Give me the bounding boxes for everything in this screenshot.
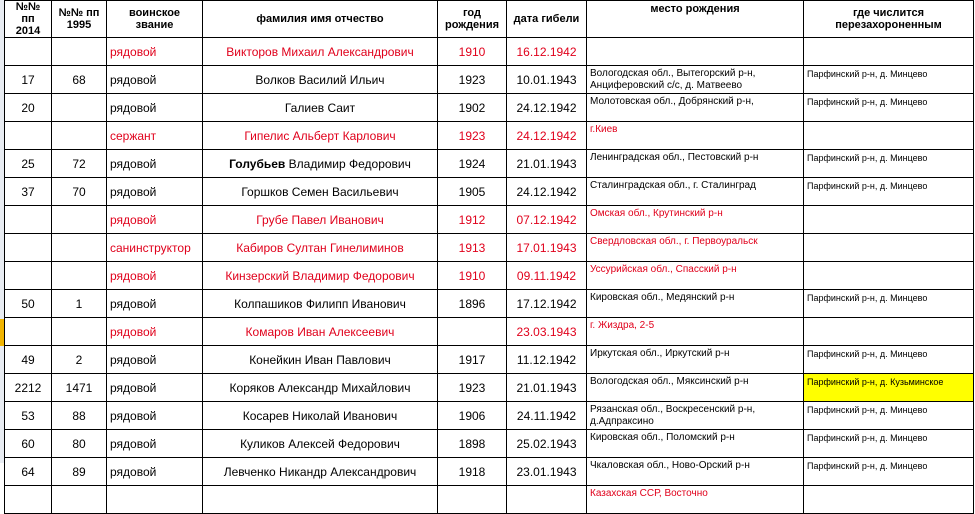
cell-n1995[interactable]	[52, 486, 107, 514]
cell-birth-year[interactable]: 1905	[438, 178, 507, 206]
cell-rank[interactable]: рядовой	[107, 94, 203, 122]
cell-rank[interactable]: рядовой	[107, 290, 203, 318]
cell-n2014[interactable]	[5, 318, 52, 346]
cell-name[interactable]: Галиев Саит	[203, 94, 438, 122]
cell-death-date[interactable]: 23.03.1943	[507, 318, 587, 346]
col-header-death-date[interactable]: дата гибели	[507, 1, 587, 38]
cell-name[interactable]: Левченко Никандр Александрович	[203, 458, 438, 486]
cell-birthplace[interactable]: г. Жиздра, 2-5	[587, 318, 804, 346]
cell-burial[interactable]	[804, 318, 974, 346]
cell-n2014[interactable]: 64	[5, 458, 52, 486]
cell-birthplace[interactable]: Кировская обл., Поломский р-н	[587, 430, 804, 458]
cell-burial[interactable]	[804, 38, 974, 66]
cell-rank[interactable]: рядовой	[107, 262, 203, 290]
cell-burial[interactable]: Парфинский р-н, д. Минцево	[804, 150, 974, 178]
cell-birthplace[interactable]: Казахская ССР, Восточно	[587, 486, 804, 514]
cell-rank[interactable]: рядовой	[107, 178, 203, 206]
cell-n2014[interactable]: 53	[5, 402, 52, 430]
cell-death-date[interactable]: 17.01.1943	[507, 234, 587, 262]
cell-birth-year[interactable]: 1906	[438, 402, 507, 430]
table-row	[5, 206, 974, 234]
cell-death-date[interactable]: 07.12.1942	[507, 206, 587, 234]
cell-birth-year[interactable]: 1898	[438, 430, 507, 458]
cell-rank[interactable]: рядовой	[107, 318, 203, 346]
cell-rank[interactable]	[107, 486, 203, 514]
cell-birth-year[interactable]	[438, 486, 507, 514]
table-row	[5, 94, 974, 122]
cell-death-date[interactable]: 24.11.1942	[507, 402, 587, 430]
cell-burial[interactable]	[804, 206, 974, 234]
cell-n2014[interactable]	[5, 234, 52, 262]
cell-burial[interactable]	[804, 122, 974, 150]
table-row	[5, 346, 974, 374]
cell-death-date[interactable]: 10.01.1943	[507, 66, 587, 94]
cell-rank[interactable]: рядовой	[107, 38, 203, 66]
cell-n2014[interactable]: 50	[5, 290, 52, 318]
cell-n1995[interactable]	[52, 122, 107, 150]
cell-rank[interactable]: рядовой	[107, 206, 203, 234]
cell-n2014[interactable]: 60	[5, 430, 52, 458]
cell-rank[interactable]: рядовой	[107, 66, 203, 94]
cell-birthplace[interactable]: г.Киев	[587, 122, 804, 150]
cell-n1995[interactable]: 89	[52, 458, 107, 486]
cell-n1995[interactable]: 68	[52, 66, 107, 94]
cell-n1995[interactable]	[52, 206, 107, 234]
cell-n2014[interactable]	[5, 486, 52, 514]
col-header-rank[interactable]: воинское звание	[107, 1, 203, 38]
cell-n1995[interactable]: 88	[52, 402, 107, 430]
cell-rank[interactable]: рядовой	[107, 458, 203, 486]
cell-name[interactable]: Гипелис Альберт Карлович	[203, 122, 438, 150]
cell-birthplace[interactable]: Кировская обл., Медянский р-н	[587, 290, 804, 318]
cell-birthplace[interactable]: Омская обл., Крутинский р-н	[587, 206, 804, 234]
table-row	[5, 486, 974, 514]
cell-rank[interactable]: рядовой	[107, 150, 203, 178]
cell-n1995[interactable]	[52, 94, 107, 122]
cell-death-date[interactable]: 23.01.1943	[507, 458, 587, 486]
cell-n1995[interactable]: 70	[52, 178, 107, 206]
cell-death-date[interactable]: 16.12.1942	[507, 38, 587, 66]
table-row	[5, 150, 974, 178]
cell-name[interactable]: Комаров Иван Алексеевич	[203, 318, 438, 346]
cell-n2014[interactable]: 37	[5, 178, 52, 206]
cell-birth-year[interactable]: 1902	[438, 94, 507, 122]
cell-burial[interactable]: Парфинский р-н, д. Минцево	[804, 430, 974, 458]
cell-n2014[interactable]: 17	[5, 66, 52, 94]
cell-birthplace[interactable]: Молотовская обл., Добрянский р-н,	[587, 94, 804, 122]
cell-birth-year[interactable]	[438, 318, 507, 346]
table-row	[5, 290, 974, 318]
cell-burial[interactable]	[804, 262, 974, 290]
cell-birthplace[interactable]: Иркутская обл., Иркутский р-н	[587, 346, 804, 374]
cell-name[interactable]: Куликов Алексей Федорович	[203, 430, 438, 458]
cell-death-date[interactable]	[507, 486, 587, 514]
cell-n2014[interactable]: 25	[5, 150, 52, 178]
cell-birth-year[interactable]: 1923	[438, 66, 507, 94]
table-row	[5, 318, 974, 346]
table-row	[5, 458, 974, 486]
table-row	[5, 402, 974, 430]
cell-burial-highlighted[interactable]: Парфинский р-н, д. Кузьминское	[804, 374, 974, 402]
cell-death-date[interactable]: 24.12.1942	[507, 94, 587, 122]
cell-n2014[interactable]	[5, 262, 52, 290]
cell-death-date[interactable]: 24.12.1942	[507, 178, 587, 206]
cell-birthplace[interactable]: Свердловская обл., г. Первоуральск	[587, 234, 804, 262]
cell-rank[interactable]: рядовой	[107, 430, 203, 458]
cell-name[interactable]: Горшков Семен Васильевич	[203, 178, 438, 206]
cell-birthplace[interactable]: Рязанская обл., Воскресенский р-н, д.Адпраксино	[587, 402, 804, 430]
cell-n1995[interactable]: 1471	[52, 374, 107, 402]
cell-death-date[interactable]: 09.11.1942	[507, 262, 587, 290]
cell-burial[interactable]: Парфинский р-н, д. Минцево	[804, 402, 974, 430]
cell-n2014[interactable]	[5, 38, 52, 66]
cell-n1995[interactable]: 2	[52, 346, 107, 374]
cell-n1995[interactable]: 80	[52, 430, 107, 458]
cell-n1995[interactable]	[52, 38, 107, 66]
cell-birth-year[interactable]: 1910	[438, 262, 507, 290]
cell-name[interactable]: Коряков Александр Михайлович	[203, 374, 438, 402]
name-rest: Владимир Федорович	[285, 156, 411, 171]
cell-name[interactable]: Викторов Михаил Александрович	[203, 38, 438, 66]
cell-n2014[interactable]	[5, 206, 52, 234]
cell-birth-year[interactable]: 1924	[438, 150, 507, 178]
cell-rank[interactable]: санинструктор	[107, 234, 203, 262]
table-row	[5, 38, 974, 66]
cell-name[interactable]	[203, 486, 438, 514]
cell-burial[interactable]	[804, 234, 974, 262]
cell-name[interactable]: Кинзерский Владимир Федорович	[203, 262, 438, 290]
cell-rank[interactable]: сержант	[107, 122, 203, 150]
cell-birthplace[interactable]: Сталинградская обл., г. Сталинград	[587, 178, 804, 206]
burial-register-table	[4, 0, 974, 514]
table-row	[5, 178, 974, 206]
cell-birth-year[interactable]: 1896	[438, 290, 507, 318]
table-row	[5, 262, 974, 290]
cell-death-date[interactable]: 17.12.1942	[507, 290, 587, 318]
table-row	[5, 122, 974, 150]
col-header-n2014[interactable]: №№ пп 2014	[5, 1, 52, 38]
col-header-n1995[interactable]: №№ пп 1995	[52, 1, 107, 38]
cell-name[interactable]: Кабиров Султан Гинелиминов	[203, 234, 438, 262]
col-header-name[interactable]: фамилия имя отчество	[203, 1, 438, 38]
cell-n2014[interactable]: 49	[5, 346, 52, 374]
cell-n1995[interactable]: 72	[52, 150, 107, 178]
cell-death-date[interactable]: 25.02.1943	[507, 430, 587, 458]
cell-birth-year[interactable]: 1913	[438, 234, 507, 262]
cell-birth-year[interactable]: 1923	[438, 122, 507, 150]
cell-n1995[interactable]	[52, 262, 107, 290]
cell-n1995[interactable]	[52, 318, 107, 346]
cell-death-date[interactable]: 21.01.1943	[507, 374, 587, 402]
cell-name[interactable]: Конейкин Иван Павлович	[203, 346, 438, 374]
cell-n2014[interactable]: 2212	[5, 374, 52, 402]
col-header-birth-year[interactable]: год рождения	[438, 1, 507, 38]
cell-birthplace[interactable]: Чкаловская обл., Ново-Орский р-н	[587, 458, 804, 486]
cell-birth-year[interactable]: 1912	[438, 206, 507, 234]
cell-birthplace[interactable]: Вологодская обл., Мяксинский р-н	[587, 374, 804, 402]
cell-rank[interactable]: рядовой	[107, 374, 203, 402]
cell-rank[interactable]: рядовой	[107, 402, 203, 430]
table-row	[5, 374, 974, 402]
cell-death-date[interactable]: 11.12.1942	[507, 346, 587, 374]
cell-name[interactable]: Грубе Павел Иванович	[203, 206, 438, 234]
cell-birthplace[interactable]: Вологодская обл., Вытегорский р-н, Анциферовский с/с, д. Матвеево	[587, 66, 804, 94]
cell-birth-year[interactable]: 1923	[438, 374, 507, 402]
cell-burial[interactable]: Парфинский р-н, д. Минцево	[804, 290, 974, 318]
cell-n2014[interactable]: 20	[5, 94, 52, 122]
col-header-birthplace[interactable]: место рождения	[587, 1, 804, 38]
cell-birthplace[interactable]: Уссурийская обл., Спасский р-н	[587, 262, 804, 290]
cell-burial[interactable]: Парфинский р-н, д. Минцево	[804, 66, 974, 94]
cell-burial[interactable]: Парфинский р-н, д. Минцево	[804, 178, 974, 206]
cell-death-date[interactable]: 24.12.1942	[507, 122, 587, 150]
cell-name[interactable]: Косарев Николай Иванович	[203, 402, 438, 430]
cell-burial[interactable]: Парфинский р-н, д. Минцево	[804, 94, 974, 122]
cell-birth-year[interactable]: 1918	[438, 458, 507, 486]
header-row	[5, 1, 974, 38]
cell-n2014[interactable]	[5, 122, 52, 150]
table-row	[5, 66, 974, 94]
cell-name[interactable]	[203, 150, 438, 178]
cell-birth-year[interactable]: 1917	[438, 346, 507, 374]
cell-birth-year[interactable]: 1910	[438, 38, 507, 66]
cell-death-date[interactable]: 21.01.1943	[507, 150, 587, 178]
cell-n1995[interactable]	[52, 234, 107, 262]
cell-rank[interactable]: рядовой	[107, 346, 203, 374]
table-row	[5, 234, 974, 262]
cell-name[interactable]: Волков Василий Ильич	[203, 66, 438, 94]
cell-n1995[interactable]: 1	[52, 290, 107, 318]
cell-birthplace[interactable]	[587, 38, 804, 66]
cell-birthplace[interactable]: Ленинградская обл., Пестовский р-н	[587, 150, 804, 178]
cell-burial[interactable]	[804, 486, 974, 514]
cell-burial[interactable]: Парфинский р-н, д. Минцево	[804, 346, 974, 374]
col-header-burial[interactable]: где числится перезахороненным	[804, 1, 974, 38]
surname-bold: Голубьев	[229, 156, 286, 171]
cell-burial[interactable]: Парфинский р-н, д. Минцево	[804, 458, 974, 486]
cell-name[interactable]: Колпашиков Филипп Иванович	[203, 290, 438, 318]
table-row	[5, 430, 974, 458]
